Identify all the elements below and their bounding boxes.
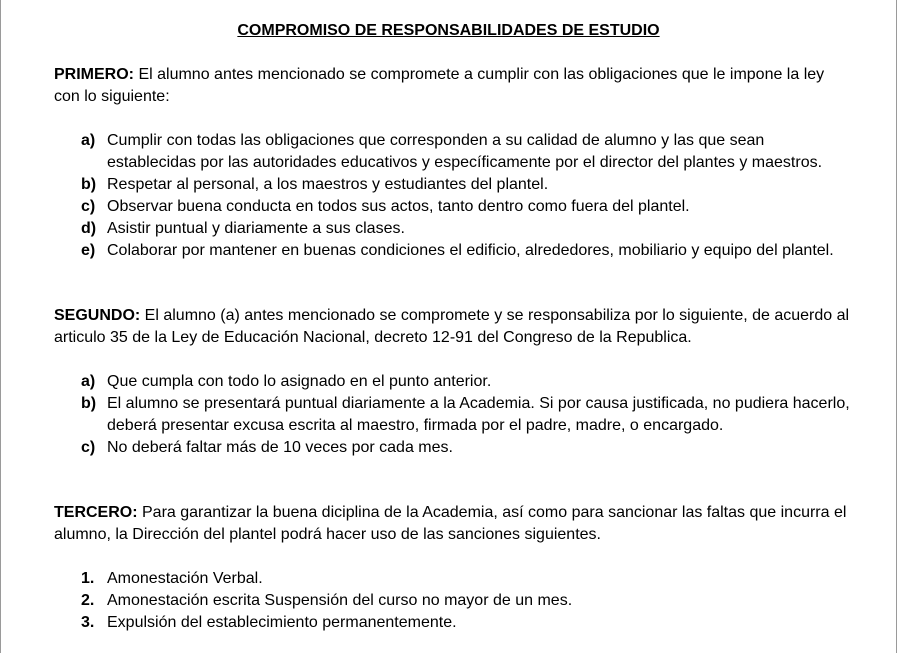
tercero-list [54,568,854,634]
list-item [54,174,854,196]
primero-paragraph [54,64,854,108]
list-item [54,590,854,612]
primero-label: PRIMERO: [54,66,134,83]
list-marker: 3. [81,614,95,631]
list-item [54,393,854,437]
list-item-text: Amonestación escrita Suspensión del curso no mayor de un mes. [107,592,573,609]
segundo-text: El alumno (a) antes mencionado se compromete y se responsabiliza por lo siguiente, de acuerdo al articulo 35 de la Ley de Educación Nacional, decreto 12-91 del Congreso de la Republica. [54,307,850,346]
list-marker: d) [81,220,97,237]
list-item-text: Que cumpla con todo lo asignado en el punto anterior. [107,373,492,390]
list-item-text: Amonestación Verbal. [107,570,263,587]
list-item-text: Colaborar por mantener en buenas condiciones el edificio, alrededores, mobiliario y equipo del plantel. [107,242,834,259]
list-item-text: Observar buena conducta en todos sus actos, tanto dentro como fuera del plantel. [107,198,690,215]
list-item [54,612,854,634]
list-marker: b) [81,395,97,412]
list-marker: c) [81,439,96,456]
list-marker: 1. [81,570,95,587]
tercero-text: Para garantizar la buena diciplina de la Academia, así como para sancionar las faltas que incurra el alumno, la Dirección del plantel podrá hacer uso de las sanciones siguientes. [54,504,847,543]
list-item [54,240,854,262]
segundo-list [54,371,854,459]
list-item [54,196,854,218]
segundo-paragraph [54,305,854,349]
list-item [54,437,854,459]
list-item-text: Expulsión del establecimiento permanentemente. [107,614,457,631]
document-title: COMPROMISO DE RESPONSABILIDADES DE ESTUDIO [237,22,660,39]
list-marker: c) [81,198,96,215]
list-marker: a) [81,132,96,149]
list-marker: a) [81,373,96,390]
segundo-label: SEGUNDO: [54,307,141,324]
tercero-label: TERCERO: [54,504,138,521]
list-item-text: No deberá faltar más de 10 veces por cada mes. [107,439,453,456]
list-item [54,568,854,590]
tercero-paragraph [54,502,854,546]
list-item [54,218,854,240]
list-item-text: Cumplir con todas las obligaciones que corresponden a su calidad de alumno y las que sean establecidas por las autoridades educativos y específicamente por el director del plantes y maestros. [107,132,823,171]
list-item [54,130,854,174]
primero-list [54,130,854,262]
list-item-text: Asistir puntual y diariamente a sus clases. [107,220,405,237]
list-item-text: Respetar al personal, a los maestros y estudiantes del plantel. [107,176,549,193]
list-marker: b) [81,176,97,193]
list-marker: e) [81,242,96,259]
list-item [54,371,854,393]
list-marker: 2. [81,592,95,609]
primero-text: El alumno antes mencionado se compromete a cumplir con las obligaciones que le impone la ley con lo siguiente: [54,66,825,105]
list-item-text: El alumno se presentará puntual diariamente a la Academia. Si por causa justificada, no pudiera hacerlo, deberá presentar excusa escrita al maestro, firmada por el padre, madre, o encargado. [107,395,850,434]
